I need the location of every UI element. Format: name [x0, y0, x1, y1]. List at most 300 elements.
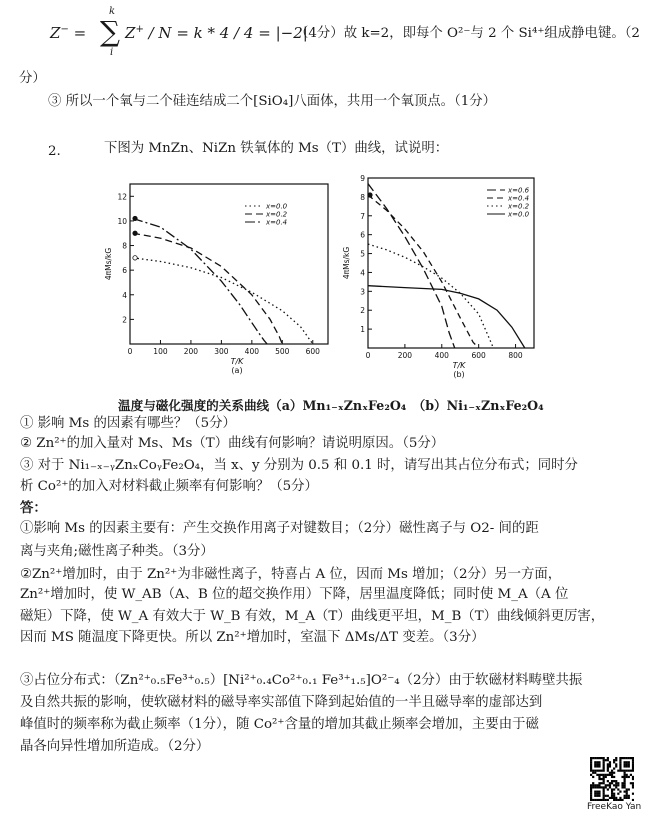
qr-module — [594, 795, 596, 797]
qr-module — [596, 763, 598, 765]
qr-module — [605, 759, 607, 761]
qr-module — [590, 763, 592, 765]
chart-a-series-1 — [133, 258, 313, 344]
qr-module — [603, 786, 605, 788]
qr-module — [632, 763, 634, 765]
qr-module — [594, 761, 596, 763]
qr-module — [600, 786, 602, 788]
qr-module — [598, 765, 600, 767]
qr-module — [603, 778, 605, 780]
qr-module — [590, 791, 592, 793]
chart-a-series-3 — [133, 219, 267, 345]
chart-a-legend-label-3: x=0.4 — [266, 218, 288, 227]
qr-module — [615, 784, 617, 786]
qr-module — [613, 780, 615, 782]
qr-module — [590, 774, 592, 776]
qr-module — [626, 757, 628, 759]
qr-module — [617, 770, 619, 772]
formula-lhs-symbol: Z — [50, 24, 61, 42]
qr-module — [628, 776, 630, 778]
qr-module — [590, 786, 592, 788]
qr-module — [605, 786, 607, 788]
qr-module — [615, 786, 617, 788]
qr-module — [619, 765, 621, 767]
qr-module — [607, 757, 609, 759]
qr-module — [611, 780, 613, 782]
qr-module — [596, 765, 598, 767]
qr-module — [596, 770, 598, 772]
qr-code — [590, 757, 634, 805]
chart-a-xlabel: T/K — [230, 357, 244, 366]
qr-module — [632, 776, 634, 778]
chart-b-series-4 — [368, 286, 525, 348]
chart-b-series-3 — [368, 244, 493, 348]
chart-b-ytick-label: 8 — [360, 192, 365, 202]
chart-a-xtick-label: 0 — [127, 347, 133, 356]
qr-module — [613, 793, 615, 795]
qr-module — [624, 772, 626, 774]
qr-module — [626, 795, 628, 797]
qr-module — [603, 774, 605, 776]
qr-module — [628, 788, 630, 790]
qr-module — [621, 799, 623, 801]
chart-a-xtick-label: 100 — [153, 347, 168, 356]
qr-module — [632, 757, 634, 759]
qr-module — [621, 770, 623, 772]
qr-module — [613, 784, 615, 786]
qr-module — [598, 774, 600, 776]
continuation-text: 分） — [19, 71, 46, 86]
chart-a-series-2 — [133, 233, 282, 344]
qr-module — [594, 770, 596, 772]
qr-module — [628, 797, 630, 799]
answer-3-line-1: ③占位分布式：（Zn²⁺₀.₅Fe³⁺₀.₅）[Ni²⁺₀.₄Co²⁺₀.₁ Fe³⁺₁.₅]O²⁻₄（2分）由于软磁材料畴壁共振 — [20, 673, 583, 688]
qr-module — [592, 757, 594, 759]
qr-module — [603, 782, 605, 784]
qr-module — [594, 791, 596, 793]
qr-module — [607, 763, 609, 765]
chart-b-ytick-label: 6 — [360, 230, 365, 240]
question-1: ① 影响 Ms 的因素有哪些？（5分） — [20, 416, 236, 431]
qr-module — [609, 782, 611, 784]
answer-3-line-4: 晶各向异性增加所造成。（2分） — [20, 739, 210, 754]
qr-module — [615, 765, 617, 767]
chart-b-legend-label-2: x=0.4 — [508, 194, 530, 203]
qr-module — [598, 786, 600, 788]
qr-module — [592, 786, 594, 788]
chart-a-xtick-label: 600 — [305, 347, 320, 356]
qr-module — [590, 759, 592, 761]
qr-module — [596, 795, 598, 797]
qr-module — [598, 793, 600, 795]
chart-b-xtick-label: 400 — [434, 351, 449, 360]
qr-module — [624, 778, 626, 780]
qr-module — [613, 759, 615, 761]
qr-module — [626, 788, 628, 790]
chart-a-ytick-label: 4 — [122, 290, 127, 300]
question-3-line-1: ③ 对于 Ni₁₋ₓ₋ᵧZnₓCoᵧFe₂O₄，当 x、y 分别为 0.5 和 0.1 时，请写出其占位分布式；同时分 — [20, 458, 578, 473]
qr-module — [626, 776, 628, 778]
qr-module — [590, 799, 592, 801]
chart-b-series-2-marker — [368, 193, 372, 197]
qr-module — [624, 765, 626, 767]
qr-module — [605, 799, 607, 801]
qr-module — [624, 770, 626, 772]
qr-module — [590, 793, 592, 795]
qr-module — [603, 788, 605, 790]
qr-module — [590, 797, 592, 799]
sum-lower-limit: i — [110, 47, 114, 58]
qr-module — [603, 770, 605, 772]
qr-module — [590, 784, 592, 786]
chart-b-xtick-label: 600 — [471, 351, 486, 360]
qr-module — [611, 774, 613, 776]
qr-module — [609, 761, 611, 763]
chart-a-xtick-label: 500 — [275, 347, 290, 356]
qr-module — [607, 765, 609, 767]
qr-module — [615, 757, 617, 759]
qr-module — [603, 761, 605, 763]
qr-module — [632, 799, 634, 801]
qr-module — [630, 757, 632, 759]
qr-module — [603, 759, 605, 761]
qr-module — [605, 784, 607, 786]
chart-a-svg — [100, 176, 340, 381]
qr-module — [611, 776, 613, 778]
chart-b-legend-label-4: x=0.0 — [508, 210, 530, 219]
qr-module — [603, 765, 605, 767]
qr-module — [590, 795, 592, 797]
qr-module — [596, 799, 598, 801]
qr-module — [603, 793, 605, 795]
qr-module — [624, 780, 626, 782]
chart-a-ytick-label: 12 — [117, 192, 127, 202]
qr-label: FreeKao Yan — [587, 802, 642, 812]
qr-module — [594, 763, 596, 765]
qr-module — [590, 761, 592, 763]
question-text: 下图为 MnZn、NiZn 铁氧体的 Ms（T）曲线，试说明： — [104, 141, 449, 156]
qr-module — [598, 761, 600, 763]
qr-module — [590, 757, 592, 759]
qr-module — [630, 770, 632, 772]
qr-module — [590, 767, 592, 769]
qr-module — [607, 788, 609, 790]
formula-body-symbol: Z — [125, 24, 136, 42]
qr-module — [630, 782, 632, 784]
qr-module — [590, 788, 592, 790]
qr-module — [607, 774, 609, 776]
qr-module — [594, 765, 596, 767]
qr-module — [613, 788, 615, 790]
qr-module — [598, 763, 600, 765]
qr-module — [592, 772, 594, 774]
qr-module — [598, 776, 600, 778]
chart-b-ylabel: 4πMs/kG — [342, 246, 351, 280]
chart-a-ytick-label: 2 — [122, 315, 127, 325]
qr-module — [594, 757, 596, 759]
qr-module — [619, 763, 621, 765]
qr-module — [626, 770, 628, 772]
qr-module — [609, 786, 611, 788]
answer-2-line-1: ②Zn²⁺增加时，由于 Zn²⁺为非磁性离子，特喜占 A 位，因而 Ms 增加；（2分）另一方面， — [20, 567, 562, 582]
qr-module — [605, 776, 607, 778]
qr-module — [615, 763, 617, 765]
qr-module — [609, 797, 611, 799]
qr-module — [605, 774, 607, 776]
qr-module — [628, 757, 630, 759]
qr-module — [626, 797, 628, 799]
qr-module — [600, 782, 602, 784]
chart-a-xtick-label: 200 — [183, 347, 199, 356]
chart-a — [100, 176, 340, 381]
answer-2-line-4: 因而 MS 随温度下降更快。所以 Zn²⁺增加时，室温下 ΔMs/ΔT 变差。（3分） — [20, 630, 485, 645]
qr-module — [619, 797, 621, 799]
qr-module — [607, 767, 609, 769]
qr-module — [611, 770, 613, 772]
qr-module — [611, 782, 613, 784]
qr-module — [630, 774, 632, 776]
answer-1-line-1: ①影响 Ms 的因素主要有：产生交换作用离子对键数目；（2分）磁性离子与 O2- 间的距 — [20, 521, 539, 536]
qr-module — [617, 788, 619, 790]
qr-module — [603, 799, 605, 801]
qr-module — [632, 793, 634, 795]
qr-module — [624, 795, 626, 797]
answer-3-line-3: 峰值时的频率称为截止频率（1分），随 Co²⁺含量的增加其截止频率会增加，主要由于磁 — [20, 717, 539, 732]
qr-module — [609, 772, 611, 774]
qr-module — [619, 759, 621, 761]
qr-module — [624, 797, 626, 799]
chart-b-ytick-label: 9 — [360, 174, 365, 183]
chart-a-sublabel: (a) — [231, 366, 243, 375]
chart-b-series-2 — [368, 195, 479, 348]
qr-module — [607, 759, 609, 761]
qr-module — [632, 765, 634, 767]
qr-module — [607, 795, 609, 797]
qr-module — [626, 774, 628, 776]
chart-b-legend-label-3: x=0.2 — [508, 202, 530, 211]
chart-a-frame — [130, 184, 328, 344]
qr-module — [621, 782, 623, 784]
qr-module — [611, 797, 613, 799]
chart-a-series-3-marker — [133, 216, 137, 220]
qr-module — [598, 784, 600, 786]
qr-module — [611, 772, 613, 774]
qr-module — [594, 772, 596, 774]
qr-module — [621, 786, 623, 788]
qr-module — [632, 782, 634, 784]
qr-module — [600, 778, 602, 780]
qr-module — [609, 784, 611, 786]
qr-module — [619, 767, 621, 769]
formula-lhs — [50, 24, 86, 42]
qr-module — [613, 772, 615, 774]
formula-tail: （4分）故 k=2，即每个 O²⁻与 2 个 Si⁴⁺组成静电键。（2 — [295, 26, 640, 41]
qr-module — [617, 793, 619, 795]
qr-module — [603, 757, 605, 759]
qr-module — [603, 780, 605, 782]
qr-module — [628, 765, 630, 767]
qr-module — [592, 784, 594, 786]
sum-upper-limit: k — [109, 6, 116, 17]
chart-b-series-1 — [368, 184, 455, 348]
chart-b-ytick-label: 3 — [360, 287, 365, 297]
chart-b-legend-label-1: x=0.6 — [508, 186, 530, 195]
qr-module — [624, 757, 626, 759]
question-2: ② Zn²⁺的加入量对 Ms、Ms（T）曲线有何影响？请说明原因。（5分） — [20, 436, 445, 451]
qr-module — [611, 791, 613, 793]
qr-module — [624, 791, 626, 793]
qr-module — [626, 761, 628, 763]
qr-module — [596, 757, 598, 759]
qr-module — [632, 759, 634, 761]
qr-module — [592, 776, 594, 778]
qr-module — [607, 770, 609, 772]
qr-module — [596, 774, 598, 776]
qr-module — [632, 761, 634, 763]
qr-module — [615, 797, 617, 799]
qr-module — [609, 763, 611, 765]
qr-module — [621, 784, 623, 786]
qr-module — [628, 795, 630, 797]
qr-module — [624, 774, 626, 776]
qr-module — [598, 782, 600, 784]
chart-b-ytick-label: 4 — [360, 268, 365, 278]
point-3-text: ③ 所以一个氧与二个硅连结成二个[SiO₄]八面体，共用一个氧顶点。（1分） — [48, 94, 497, 109]
qr-module — [621, 776, 623, 778]
qr-module — [628, 763, 630, 765]
qr-module — [626, 793, 628, 795]
answer-label: 答： — [20, 500, 47, 516]
qr-module — [613, 799, 615, 801]
qr-module — [624, 786, 626, 788]
chart-a-ytick-label: 6 — [122, 266, 127, 276]
chart-a-ytick-label: 8 — [122, 241, 127, 251]
qr-module — [613, 776, 615, 778]
qr-module — [626, 765, 628, 767]
qr-module — [613, 795, 615, 797]
figure-caption: 温度与磁化强度的关系曲线（a）Mn₁₋ₓZnₓFe₂O₄ （b）Ni₁₋ₓZnₓFe₂O₄ — [118, 398, 544, 413]
formula-body — [125, 24, 308, 42]
qr-module — [598, 778, 600, 780]
qr-module — [592, 799, 594, 801]
qr-module — [624, 782, 626, 784]
qr-code-image — [590, 757, 634, 801]
qr-module — [609, 774, 611, 776]
chart-b-svg — [342, 168, 542, 381]
qr-module — [619, 770, 621, 772]
qr-module — [594, 786, 596, 788]
qr-module — [613, 797, 615, 799]
qr-module — [603, 763, 605, 765]
chart-b-xtick-label: 0 — [365, 351, 371, 360]
qr-module — [609, 765, 611, 767]
chart-a-ylabel: 4πMs/kG — [104, 247, 113, 281]
qr-module — [613, 767, 615, 769]
qr-module — [600, 774, 602, 776]
qr-module — [611, 788, 613, 790]
chart-a-series-2-marker — [133, 231, 137, 235]
chart-b-xlabel: T/K — [452, 361, 466, 370]
qr-module — [632, 784, 634, 786]
chart-b-xtick-label: 200 — [397, 351, 413, 360]
qr-module — [590, 765, 592, 767]
chart-b-ytick-label: 5 — [360, 249, 365, 259]
formula-equals: = — [73, 24, 87, 42]
chart-b-ytick-label: 7 — [360, 211, 365, 221]
qr-module — [626, 791, 628, 793]
question-3-line-2: 析 Co²⁺的加入对材料截止频率有何影响？（5分） — [20, 479, 318, 494]
formula-lhs-sup: − — [60, 24, 69, 35]
formula-rest: / N = k * 4 / 4 = |−2| — [148, 24, 308, 42]
chart-b-sublabel: (b) — [453, 370, 465, 379]
qr-module — [598, 799, 600, 801]
qr-module — [594, 784, 596, 786]
qr-module — [596, 793, 598, 795]
qr-module — [598, 795, 600, 797]
qr-module — [621, 757, 623, 759]
qr-module — [590, 770, 592, 772]
qr-module — [600, 770, 602, 772]
qr-module — [598, 770, 600, 772]
qr-module — [632, 786, 634, 788]
qr-module — [624, 776, 626, 778]
qr-module — [594, 793, 596, 795]
qr-module — [624, 761, 626, 763]
chart-a-ytick-label: 10 — [117, 216, 127, 226]
qr-module — [624, 784, 626, 786]
qr-module — [619, 799, 621, 801]
qr-module — [628, 770, 630, 772]
qr-module — [600, 799, 602, 801]
qr-module — [594, 799, 596, 801]
qr-module — [611, 793, 613, 795]
answer-2-line-2: Zn²⁺增加时，使 W_AB（A、B 位的超交换作用）下降，居里温度降低；同时使 M_A（A 位 — [20, 587, 569, 602]
qr-module — [611, 795, 613, 797]
chart-a-xtick-label: 400 — [244, 347, 260, 356]
answer-1-line-2: 离与夹角;磁性离子种类。（3分） — [20, 544, 214, 559]
chart-a-legend-label-2: x=0.2 — [266, 210, 288, 219]
qr-module — [603, 795, 605, 797]
qr-module — [632, 767, 634, 769]
chart-a-legend-label-1: x=0.0 — [266, 202, 288, 211]
qr-module — [603, 797, 605, 799]
question-number: 2. — [48, 144, 61, 159]
qr-module — [617, 799, 619, 801]
answer-2-line-3: 磁矩）下降，使 W_A 有效大于 W_B 有效，M_A（T）曲线更平坦，M_B（T）曲线倾斜更厉害， — [20, 609, 605, 624]
qr-module — [598, 791, 600, 793]
qr-module — [632, 770, 634, 772]
formula-body-sup: + — [135, 24, 144, 35]
qr-module — [613, 761, 615, 763]
qr-module — [600, 757, 602, 759]
chart-b-xtick-label: 800 — [508, 351, 523, 360]
qr-module — [615, 799, 617, 801]
qr-module — [603, 776, 605, 778]
qr-module — [615, 780, 617, 782]
qr-module — [617, 782, 619, 784]
chart-a-xtick-label: 300 — [214, 347, 229, 356]
qr-module — [619, 761, 621, 763]
qr-module — [619, 757, 621, 759]
chart-a-series-1-marker — [133, 256, 137, 260]
chart-b-ytick-label: 1 — [360, 325, 365, 335]
qr-module — [615, 759, 617, 761]
qr-module — [607, 780, 609, 782]
qr-module — [607, 799, 609, 801]
qr-module — [596, 761, 598, 763]
qr-module — [624, 763, 626, 765]
qr-module — [615, 782, 617, 784]
